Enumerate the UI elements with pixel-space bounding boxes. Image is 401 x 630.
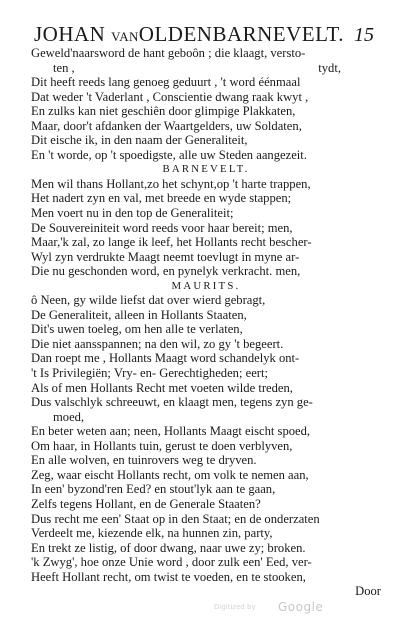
verse-line: Maar,'k zal, zo lange ik leef, het Hollants recht bescher- (31, 235, 312, 250)
verse-line: En zulks kan niet geschiên door glimpige Plakkaten, (31, 104, 296, 119)
verse-line: De Generaliteit, alleen in Hollants Staaten, (31, 307, 247, 322)
verse-line: Men wil thans Hollant,zo het schynt,op 't harte trappen, (31, 176, 311, 191)
verse-body (31, 46, 381, 599)
verse-line: Die nu geschonden word, en pynelyk verkracht. men, (31, 264, 301, 279)
verse-line: moed, (53, 409, 85, 424)
running-title-van: VAN (111, 29, 139, 44)
verse-line: Dit eische ik, in den naam der Generaliteit, (31, 133, 248, 148)
verse-line: Dus valschlyk schreeuwt, en klaagt men, tegens zyn ge- (31, 395, 313, 410)
verse-line: 't Is Privilegiën; Vry- en- Gerechtigheden; eert; (31, 366, 268, 381)
speaker-name: MAURITS. (171, 279, 241, 292)
verse-line: De Souvereiniteit word reeds voor haar bereit; men, (31, 220, 293, 235)
verse-line: Die niet aansspannen; na den wil, zo gy 't begeert. (31, 336, 284, 351)
verse-line: Het nadert zyn en val, met breede en wyde stappen; (31, 191, 292, 206)
watermark-prefix: Digitized by (214, 603, 256, 611)
verse-line: En trekt ze listig, of door dwang, naar uwe zy; broken. (31, 540, 306, 555)
verse-line: 'k Zwyg', hoe onze Unie word , door zulk een' Eed, ver- (31, 555, 312, 570)
speaker-name: BARNEVELT. (162, 163, 250, 176)
running-title (34, 22, 344, 47)
verse-line: Wyl zyn verdrukte Maagt neemt toevlugt in myne ar- (31, 249, 300, 264)
verse-line: Zeg, waar eischt Hollants recht, om volk te nemen aan, (31, 467, 309, 482)
verse-line: Heeft Hollant recht, om twist te voeden, en te stooken, (31, 569, 306, 584)
verse-line: Dit's uwen toeleg, om hen alle te verlaten, (31, 322, 243, 337)
google-watermark: Google (278, 600, 324, 614)
running-header (34, 20, 374, 46)
verse-line: Dit heeft reeds lang genoeg geduurt , 't word éénmaal (31, 75, 301, 90)
verse-line: Dus recht me een' Staat op in den Staat; en de onderzaten (31, 511, 320, 526)
verse-line: Geweld'naarsword de hant geboôn ; die klaagt, versto- (31, 46, 306, 60)
running-title-first: JOHAN (34, 22, 106, 46)
verse-line: Dan roept me , Hollants Maagt word schandelyk ont- (31, 351, 300, 366)
page-number: 15 (354, 24, 374, 46)
verse-line (31, 61, 381, 76)
verse-line-left: ten , (53, 60, 75, 75)
verse-line: Verdeelt me, kiezende elk, na hunnen zin, party, (31, 526, 273, 541)
verse-line: En 't worde, op 't spoedigste, alle uw Steden aangezeit. (31, 147, 307, 162)
verse-line: Als of men Hollants Recht met voeten wilde treden, (31, 380, 293, 395)
verse-line: Maar, door't afdanken der Waartgelders, uw Soldaten, (31, 118, 302, 133)
verse-line: En alle wolven, en tuinrovers weg te dryven. (31, 453, 257, 468)
verse-line: In een' byzond'ren Eed? en stout'lyk aan te gaan, (31, 482, 276, 497)
verse-line: ô Neen, gy wilde liefst dat over wierd gebragt, (31, 293, 266, 308)
running-title-rest: OLDENBARNEVELT. (138, 22, 345, 46)
verse-line: Men voert nu in den top de Generaliteit; (31, 206, 234, 221)
verse-line-right: tydt, (318, 60, 341, 75)
verse-line: Dat weder 't Vaderlant , Conscientie dwang raak kwyt , (31, 89, 309, 104)
verse-line: Zelfs tegens Hollant, en de Generale Staaten? (31, 496, 261, 511)
verse-line: En beter weten aan; neen, Hollants Maagt eischt spoed, (31, 424, 311, 439)
verse-line: Om haar, in Hollants tuin, gerust te doen verblyven, (31, 438, 293, 453)
catchword: Door (355, 584, 381, 599)
